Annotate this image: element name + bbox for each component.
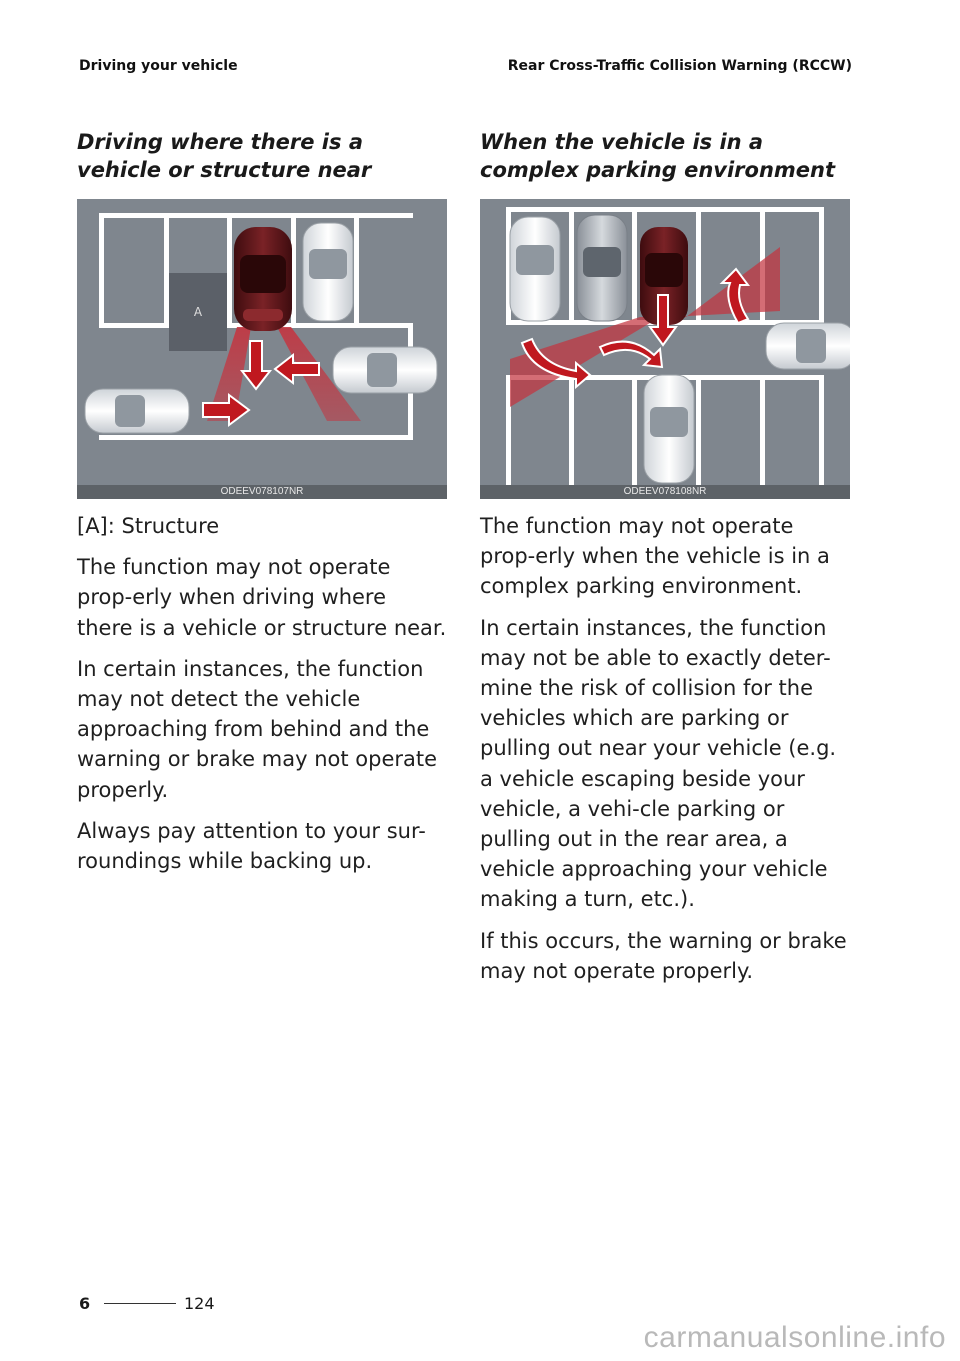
paragraph: In certain instances, the function may not be able to exactly deter-mine the risk of collision for the vehicles which are parking or pulling out near your vehicle (e.g. a vehicle escaping beside your vehicle, a vehi-cle parking or pulling out in the rear area, a vehicle approaching your vehicle making a turn, etc.).: [480, 615, 837, 912]
footer-divider: [104, 1303, 176, 1304]
right-body: [480, 511, 850, 986]
right-column: [480, 128, 850, 986]
parked-vehicle-left: [510, 217, 560, 321]
watermark: carmanualsonline.info: [643, 1321, 946, 1354]
left-body: [77, 511, 447, 876]
figure-vehicle-or-structure-near: [77, 199, 447, 499]
parked-vehicle: [303, 223, 353, 321]
figure-complex-parking: [480, 199, 850, 499]
left-section-title: Driving where there is a vehicle or structure near: [77, 130, 372, 182]
parked-vehicle-bottom: [644, 375, 694, 483]
paragraph: In certain instances, the function may not detect the vehicle approaching from behind and the warning or brake may not operate properly.: [77, 656, 438, 802]
approaching-vehicle-right: [333, 347, 437, 393]
paragraph: The function may not operate prop-erly when the vehicle is in a complex parking environment.: [480, 514, 830, 599]
left-column: [77, 128, 447, 876]
parking-illustration-left: [77, 199, 447, 499]
own-vehicle: [234, 227, 292, 331]
structure-label: A: [193, 305, 203, 319]
figure-code: ODEEV078107NR: [77, 485, 447, 499]
chapter-number: 6: [79, 1294, 91, 1313]
page-number: 124: [184, 1294, 215, 1313]
running-header-section: Rear Cross-Traffic Collision Warning (RCCW): [507, 58, 852, 74]
approaching-vehicle-left: [85, 389, 189, 433]
figure-code: ODEEV078108NR: [480, 485, 850, 499]
approaching-vehicle-right: [766, 323, 850, 369]
paragraph: [A]: Structure: [77, 514, 220, 538]
paragraph: If this occurs, the warning or brake may not operate properly.: [480, 928, 847, 983]
parked-vehicle-silver: [577, 215, 627, 321]
paragraph: Always pay attention to your sur-roundings while backing up.: [77, 818, 426, 874]
parking-illustration-right: [480, 199, 850, 499]
paragraph: The function may not operate prop-erly when driving where there is a vehicle or structure near.: [77, 555, 447, 640]
running-header-chapter: Driving your vehicle: [79, 58, 238, 74]
right-section-title: When the vehicle is in a complex parking environment: [480, 130, 836, 182]
